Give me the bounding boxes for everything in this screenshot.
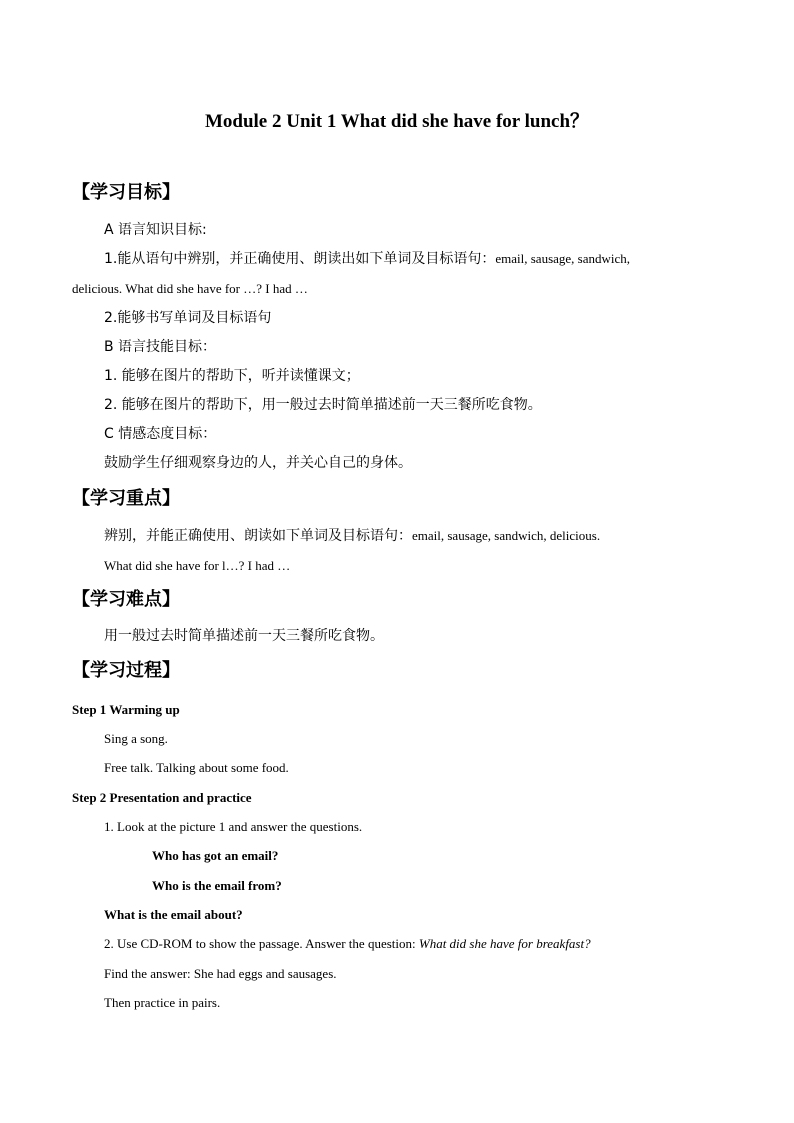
objectives-item1-cont: delicious. What did she have for …? I had … [72,281,308,296]
key-points-line2: What did she have for l…? I had … [104,558,291,573]
question-1: Who has got an email? [152,848,279,863]
objectives-a-label: A 语言知识目标: [104,222,207,238]
step2-label: Step 2 Presentation and practice [72,790,252,805]
objectives-item1-en: email, sausage, sandwich, [495,251,631,266]
step2-item1: 1. Look at the picture 1 and answer the questions. [104,819,363,834]
objectives-item1 [104,250,630,269]
step1-label: Step 1 Warming up [72,702,180,717]
key-points-line1-cn: 辨别，并能正确使用、朗读如下单词及目标语句： [104,528,412,544]
key-points-heading: 【学习重点】 [72,488,180,509]
find-answer: Find the answer: She had eggs and sausages. [104,966,337,981]
step1-line2: Free talk. Talking about some food. [104,760,289,775]
difficulties-line1: 用一般过去时简单描述前一天三餐所吃食物。 [104,628,384,644]
objectives-item1-cn: 1.能从语句中辨别，并正确使用、朗读出如下单词及目标语句： [104,251,496,267]
step2-item2-question: What did she have for breakfast? [418,936,591,951]
process-heading: 【学习过程】 [72,660,180,681]
difficulties-heading: 【学习难点】 [72,589,180,610]
step1-line1: Sing a song. [104,731,168,746]
question-2: Who is the email from? [152,878,282,893]
objectives-b1: 1. 能够在图片的帮助下，听并读懂课文； [104,368,360,384]
question-3: What is the email about? [104,907,243,922]
objectives-b-label: B 语言技能目标： [104,339,217,355]
step2-item2 [104,935,591,953]
step2-item2-prefix: 2. Use CD-ROM to show the passage. Answer the question: [104,936,416,951]
key-points-line1-en: email, sausage, sandwich, delicious. [412,528,601,543]
objectives-item2: 2.能够书写单词及目标语句 [104,310,272,326]
practice-line: Then practice in pairs. [104,995,221,1010]
objectives-heading: 【学习目标】 [72,182,180,203]
document-title: Module 2 Unit 1 What did she have for lunch？ [204,111,590,132]
objectives-b2: 2. 能够在图片的帮助下，用一般过去时简单描述前一天三餐所吃食物。 [104,397,542,413]
objectives-c1: 鼓励学生仔细观察身边的人，并关心自己的身体。 [104,455,412,471]
key-points-line1 [104,527,600,546]
objectives-c-label: C 情感态度目标： [104,426,217,442]
